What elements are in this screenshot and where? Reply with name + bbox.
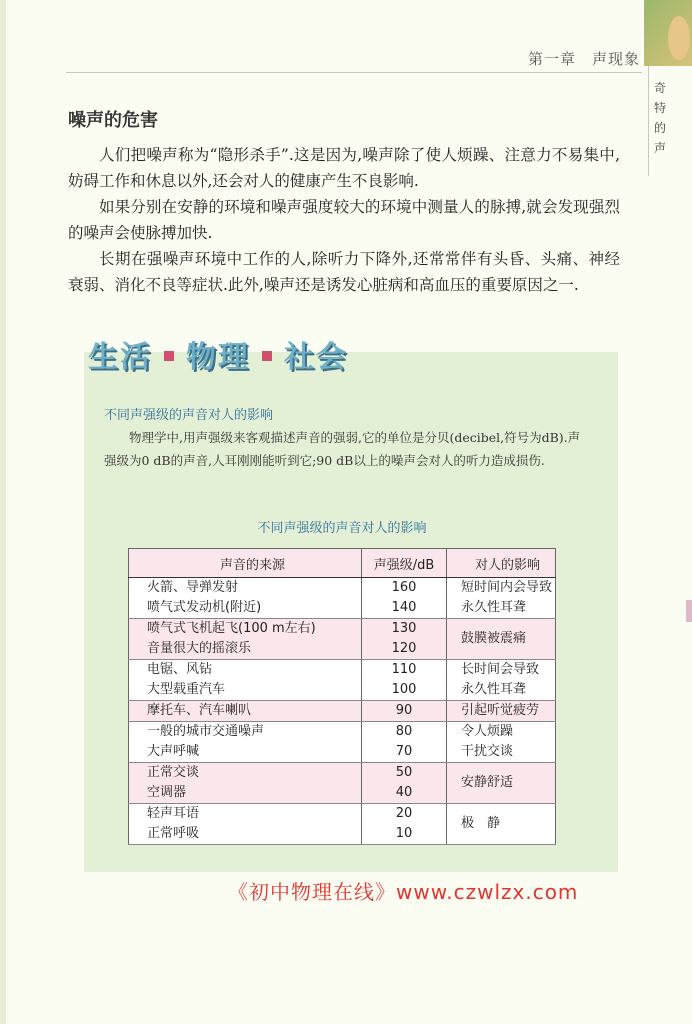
source-cell-line: 喷气式发动机(附近)	[147, 600, 262, 615]
effect-cell	[447, 804, 556, 845]
db-cell	[362, 701, 447, 722]
source-cell-line: 大型载重汽车	[147, 682, 226, 697]
header-rule	[66, 72, 642, 73]
effect-cell-line: 引起听觉疲劳	[461, 703, 540, 718]
db-cell	[362, 722, 447, 763]
banner-word: 社会	[284, 340, 348, 375]
page-edge	[0, 0, 6, 1024]
effect-cell	[447, 722, 556, 763]
effect-cell	[447, 578, 556, 619]
source-cell-line: 正常交谈	[147, 765, 200, 780]
header-effect: 对人的影响	[447, 549, 556, 578]
db-cell-line: 140	[391, 600, 417, 615]
side-char: 奇	[654, 81, 667, 95]
effect-cell-line: 安静舒适	[461, 775, 514, 790]
table-row	[129, 804, 556, 845]
effect-cell-line: 令人烦躁	[461, 724, 514, 739]
db-cell-line: 40	[395, 785, 413, 800]
leaf-decoration	[668, 16, 690, 60]
effect-cell-line: 干扰交谈	[461, 744, 514, 759]
effect-cell-line: 极 静	[461, 816, 501, 831]
db-cell-line: 10	[395, 826, 413, 841]
db-cell-line: 50	[395, 765, 413, 780]
source-cell	[129, 722, 362, 763]
source-cell-line: 火箭、导弹发射	[147, 580, 239, 595]
table-body	[129, 578, 556, 845]
running-header: 第一章 声现象	[527, 50, 640, 68]
banner-title	[88, 332, 348, 376]
effect-cell	[447, 701, 556, 722]
source-cell-line: 空调器	[147, 785, 187, 800]
table-row	[129, 763, 556, 804]
source-cell	[129, 660, 362, 701]
db-cell-line: 90	[395, 703, 413, 718]
effect-cell-line: 长时间会导致	[461, 662, 540, 677]
table-caption: 不同声强级的声音对人的影响	[257, 521, 427, 536]
source-cell-line: 摩托车、汽车喇叭	[147, 703, 252, 718]
effect-cell	[447, 763, 556, 804]
side-char: 特	[654, 101, 667, 115]
db-cell	[362, 763, 447, 804]
header-source: 声音的来源	[129, 549, 362, 578]
banner-word: 生活	[88, 340, 152, 375]
box-title: 不同声强级的声音对人的影响	[104, 408, 274, 423]
effect-cell-line: 短时间内会导致	[461, 580, 553, 595]
table-row	[129, 722, 556, 763]
source-cell	[129, 578, 362, 619]
source-cell-line: 正常呼吸	[147, 826, 200, 841]
edge-tab-decoration	[686, 600, 692, 622]
source-cell-line: 电锯、风钻	[147, 662, 213, 677]
db-cell	[362, 804, 447, 845]
header-db: 声强级/dB	[362, 549, 447, 578]
paragraph: 长期在强噪声环境中工作的人,除听力下降外,还常常伴有头昏、头痛、神经衰弱、消化不良等症状.此外,噪声还是诱发心脏病和高血压的重要原因之一.	[68, 250, 620, 294]
effect-cell-line: 永久性耳聋	[461, 682, 527, 697]
banner-word: 物理	[186, 340, 250, 375]
source-cell-line: 轻声耳语	[147, 806, 200, 821]
paragraph: 人们把噪声称为“隐形杀手”.这是因为,噪声除了使人烦躁、注意力不易集中,妨碍工作和休息以外,还会对人的健康产生不良影响.	[68, 146, 620, 190]
source-cell	[129, 619, 362, 660]
db-cell-line: 120	[391, 641, 417, 656]
effect-cell	[447, 619, 556, 660]
table-header-row	[129, 549, 556, 578]
side-char: 的	[654, 121, 667, 135]
box-text	[104, 426, 590, 472]
db-cell-line: 100	[391, 682, 417, 697]
db-cell	[362, 660, 447, 701]
effect-cell	[447, 660, 556, 701]
source-cell-line: 一般的城市交通噪声	[147, 724, 265, 739]
source-cell	[129, 763, 362, 804]
section-title: 噪声的危害	[68, 110, 158, 131]
source-cell-line: 音量很大的摇滚乐	[147, 641, 252, 656]
watermark: 《初中物理在线》www.czwlzx.com	[228, 880, 579, 904]
db-cell-line: 110	[391, 662, 417, 677]
db-cell-line: 160	[391, 580, 417, 595]
table-row	[129, 660, 556, 701]
bullet-icon	[164, 351, 174, 361]
paragraph: 如果分别在安静的环境和噪声强度较大的环境中测量人的脉搏,就会发现强烈的噪声会使脉搏加快.	[68, 198, 620, 242]
db-cell-line: 80	[395, 724, 413, 739]
source-cell	[129, 701, 362, 722]
db-cell-line: 20	[395, 806, 413, 821]
noise-table	[128, 548, 556, 845]
source-cell-line: 喷气式飞机起飞(100 m左右)	[147, 621, 316, 636]
db-cell-line: 70	[395, 744, 413, 759]
box-paragraph: 物理学中,用声强级来客观描述声音的强弱,它的单位是分贝(decibel,符号为dB).声强级为0 dB的声音,人耳刚刚能听到它;90 dB以上的噪声会对人的听力造成损伤.	[104, 430, 581, 468]
table-row	[129, 619, 556, 660]
side-section-label	[654, 78, 668, 158]
body-text	[68, 142, 620, 298]
side-char: 声	[654, 141, 667, 155]
db-cell	[362, 619, 447, 660]
source-cell-line: 大声呼喊	[147, 744, 200, 759]
bullet-icon	[262, 351, 272, 361]
db-cell-line: 130	[391, 621, 417, 636]
source-cell	[129, 804, 362, 845]
side-rule	[648, 66, 649, 176]
effect-cell-line: 永久性耳聋	[461, 600, 527, 615]
effect-cell-line: 鼓膜被震痛	[461, 631, 527, 646]
db-cell	[362, 578, 447, 619]
table-row	[129, 578, 556, 619]
table-row	[129, 701, 556, 722]
